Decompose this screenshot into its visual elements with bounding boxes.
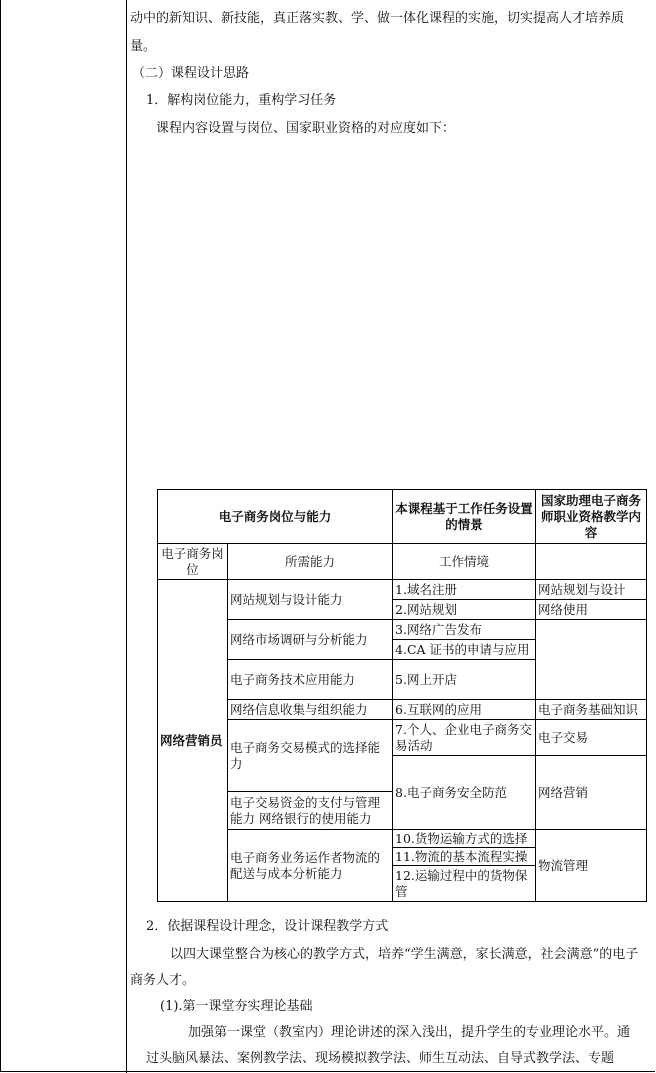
ability-market-research: 网络市场调研与分析能力 (228, 620, 393, 660)
situation-8: 8.电子商务安全防范 (393, 756, 536, 830)
cert-website-design: 网站规划与设计 (536, 580, 647, 600)
item1-text: 课程内容设置与岗位、国家职业资格的对应度如下： (156, 121, 456, 136)
ability-website-design: 网站规划与设计能力 (228, 580, 393, 620)
cert-network-use: 网络使用 (536, 600, 647, 620)
situation-2: 2.网站规划 (393, 600, 536, 620)
situation-12: 12.运输过程中的货物保管 (393, 866, 536, 902)
subheader-situation: 工作情境 (393, 544, 536, 580)
ability-info-collection: 网络信息收集与组织能力 (228, 700, 393, 720)
cert-ecommerce-basics: 电子商务基础知识 (536, 700, 647, 720)
section-title: （二）课程设计思路 (132, 66, 250, 81)
sub1-title: (1).第一课堂夯实理论基础 (160, 999, 313, 1014)
situation-4: 4.CA 证书的申请与应用 (393, 640, 536, 660)
sub1-line-1: 加强第一课堂（教室内）理论讲述的深入浅出，提升学生的专业理论水平。通 (188, 1025, 631, 1040)
header-job-ability: 电子商务岗位与能力 (158, 490, 393, 544)
header-task-situation: 本课程基于工作任务设置的情景 (393, 490, 536, 544)
cert-empty-1 (536, 620, 647, 700)
situation-3: 3.网络广告发布 (393, 620, 536, 640)
situation-11: 11.物流的基本流程实操 (393, 848, 536, 866)
situation-6: 6.互联网的应用 (393, 700, 536, 720)
situation-1: 1.域名注册 (393, 580, 536, 600)
sub1-line-2: 过头脑风暴法、案例教学法、现场模拟教学法、师生互动法、自导式教学法、专题 (146, 1051, 615, 1066)
left-column-border (126, 0, 127, 1073)
item1-title: 1．解构岗位能力，重构学习任务 (146, 93, 337, 108)
subheader-ability: 所需能力 (228, 544, 393, 580)
intro-line-2: 量。 (130, 39, 157, 54)
ability-trade-mode: 电子商务交易模式的选择能力 (228, 720, 393, 792)
situation-10: 10.货物运输方式的选择 (393, 830, 536, 848)
subheader-post: 电子商务岗位 (158, 544, 228, 580)
cert-logistics: 物流管理 (536, 830, 647, 902)
ability-payment: 电子交易资金的支付与管理能力 网络银行的使用能力 (228, 792, 393, 830)
subheader-empty (536, 544, 647, 580)
cert-trade: 电子交易 (536, 720, 647, 756)
course-mapping-table (157, 489, 647, 902)
post-name-cell: 网络营销员 (158, 580, 228, 902)
situation-7: 7.个人、企业电子商务交易活动 (393, 720, 536, 756)
ability-logistics: 电子商务业务运作者物流的配送与成本分析能力 (228, 830, 393, 902)
situation-5: 5.网上开店 (393, 660, 536, 700)
ability-tech-application: 电子商务技术应用能力 (228, 660, 393, 700)
intro-line-1: 动中的新知识、新技能，真正落实教、学、做一体化课程的实施，切实提高人才培养质 (130, 11, 625, 26)
item2-title: 2．依据课程设计理念，设计课程教学方式 (146, 919, 389, 934)
item2-line-2: 商务人才。 (130, 973, 196, 988)
cert-network-marketing: 网络营销 (536, 756, 647, 830)
header-cert-content: 国家助理电子商务师职业资格教学内容 (536, 490, 647, 544)
item2-line-1: 以四大课堂整合为核心的教学方式，培养“学生满意，家长满意，社会满意”的电子 (170, 947, 639, 962)
